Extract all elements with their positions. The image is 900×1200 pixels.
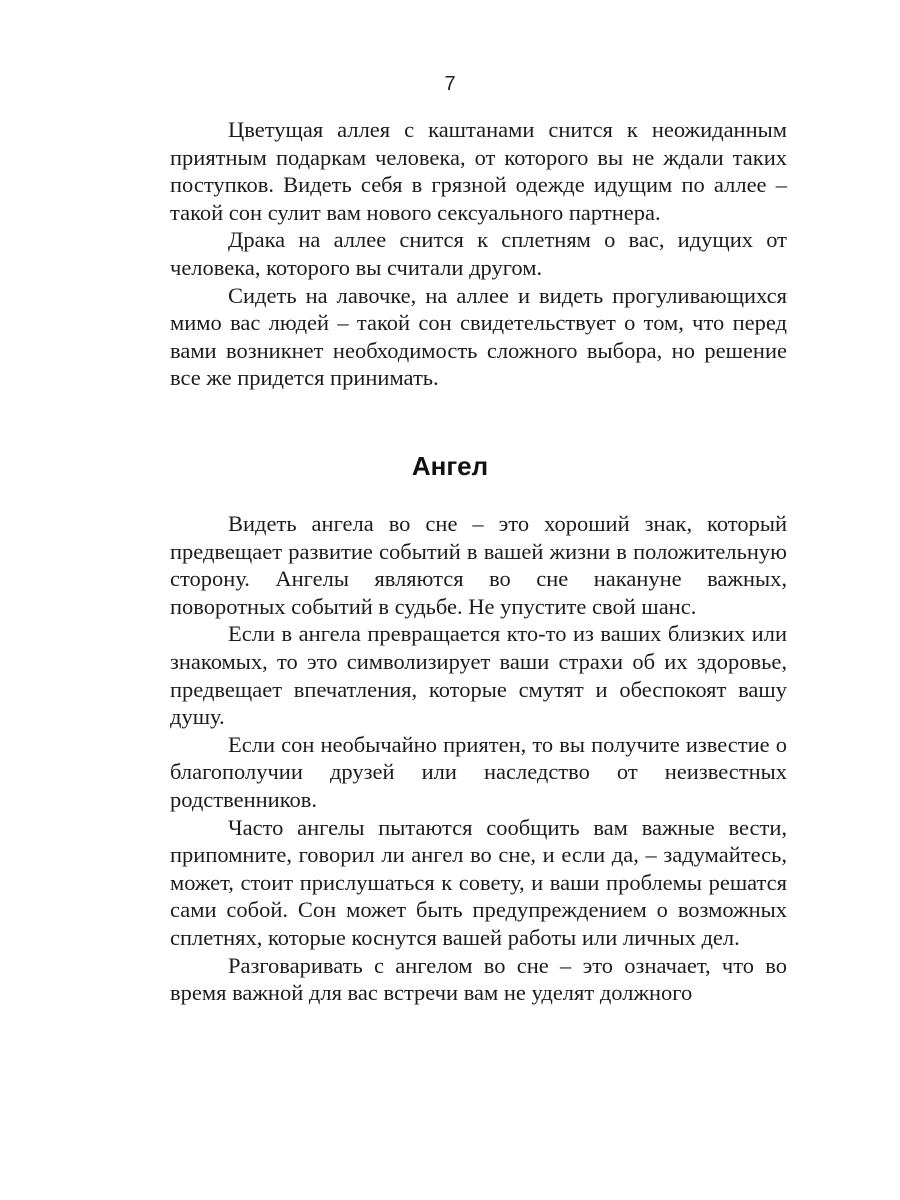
paragraph-alley-fight: Драка на аллее снится к сплетням о вас, идущих от человека, которого вы считали другом. bbox=[170, 227, 787, 280]
page-number: 7 bbox=[444, 73, 456, 95]
section-heading-angel: Ангел bbox=[411, 451, 489, 481]
paragraph-alley-bench: Сидеть на лавочке, на аллее и видеть прогуливающихся мимо вас людей – такой сон свидетельствует о том, что перед вами возникнет необходимость сложного выбора, но решение все же придется принимать. bbox=[170, 282, 787, 391]
paragraph-angel-see: Видеть ангела во сне – это хороший знак, который предвещает развитие событий в вашей жизни в положительную сторону. Ангелы являются во сне накануне важных, поворотных событий в судьбе. Не упустите свой шанс. bbox=[170, 511, 787, 619]
paragraph-angel-talk: Разговаривать с ангелом во сне – это означает, что во время важной для вас встречи вам не уделят должного bbox=[170, 952, 787, 1006]
paragraph-angel-transform: Если в ангела превращается кто-то из ваших близких или знакомых, то это символизирует ваши страхи об их здоровье, предвещает впечатления, которые смутят и обеспокоят вашу душу. bbox=[170, 621, 787, 730]
paragraph-alley-chestnuts: Цветущая аллея с каштанами снится к неожиданным приятным подаркам человека, от которого вы не ждали таких поступков. Видеть себя в грязной одежде идущим по аллее – такой сон сулит вам нового сексуального партнера. bbox=[170, 117, 787, 225]
intro-text bbox=[170, 116, 787, 392]
paragraph-angel-pleasant: Если сон необычайно приятен, то вы получите известие о благополучии друзей или наследство от неизвестных родственников. bbox=[170, 731, 787, 812]
angel-section-text bbox=[170, 510, 787, 1007]
paragraph-angel-message: Часто ангелы пытаются сообщить вам важные вести, припомните, говорил ли ангел во сне, и если да, – задумайтесь, может, стоит прислушаться к совету, и ваши проблемы решатся сами собой. Сон может быть предупреждением о возможных сплетнях, которые коснутся вашей работы или личных дел. bbox=[170, 814, 787, 950]
